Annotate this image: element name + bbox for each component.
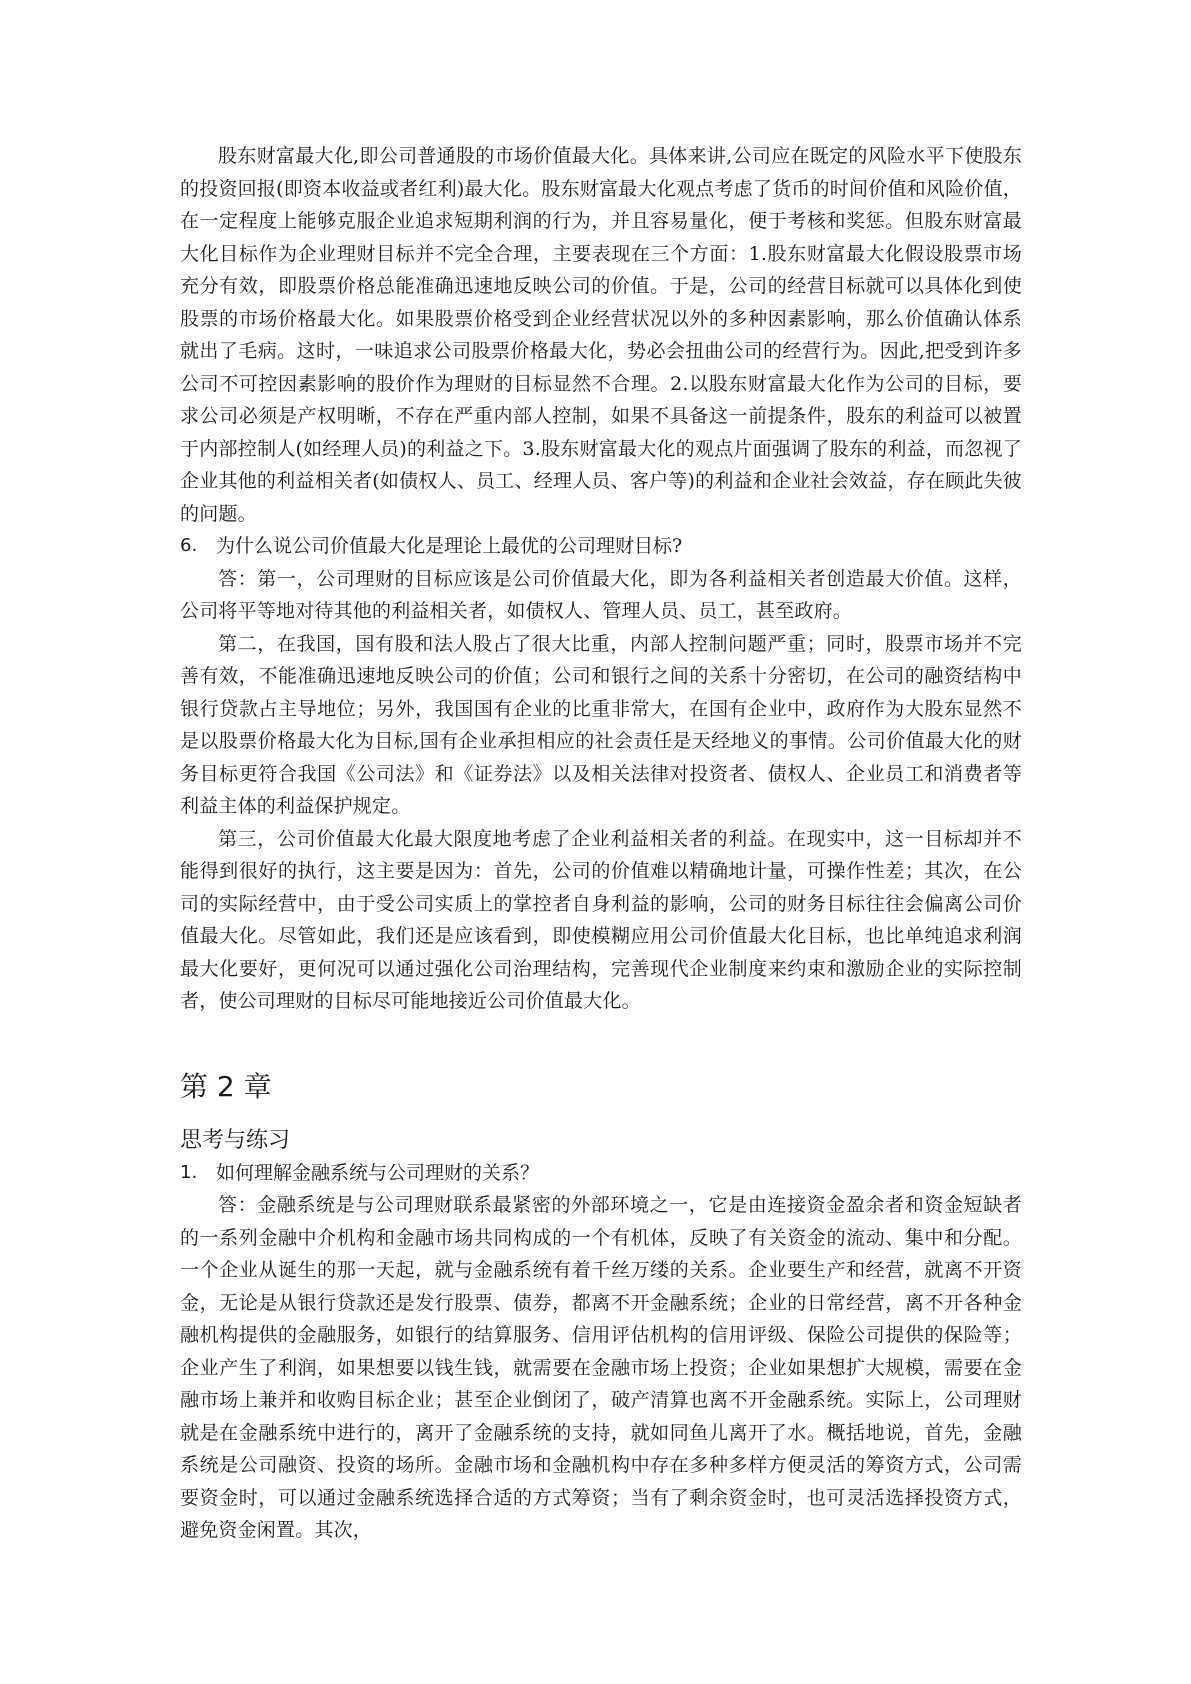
- question-item-1: [180, 1157, 1022, 1190]
- question-item-6: [180, 530, 1022, 563]
- answer-paragraph-1: 答：第一，公司理财的目标应该是公司价值最大化，即为各利益相关者创造最大价值。这样，公司将平等地对待其他的利益相关者，如债权人、管理人员、员工，甚至政府。: [180, 567, 1022, 622]
- question-text: 为什么说公司价值最大化是理论上最优的公司理财目标?: [216, 535, 683, 557]
- document-page: [180, 140, 1022, 1547]
- answer-paragraph-2: 第二，在我国，国有股和法人股占了很大比重，内部人控制问题严重；同时，股票市场并不完善有效，不能准确迅速地反映公司的价值；公司和银行之间的关系十分密切，在公司的融资结构中银行贷款占主导地位；另外，我国国有企业的比重非常大，在国有企业中，政府作为大股东显然不是以股票价格最大化为目标,国有企业承担相应的社会责任是天经地义的事情。公司价值最大化的财务目标更符合我国《公司法》和《证券法》以及相关法律对投资者、债权人、企业员工和消费者等利益主体的利益保护规定。: [180, 632, 1022, 817]
- question-number: 6.: [180, 535, 198, 556]
- question-number: 1.: [180, 1161, 198, 1183]
- question-text: 如何理解金融系统与公司理财的关系？: [216, 1161, 540, 1184]
- answer-paragraph-financial-system: 答：金融系统是与公司理财联系最紧密的外部环境之一，它是由连接资金盈余者和资金短缺者的一系列金融中介机构和金融市场共同构成的一个有机体，反映了有关资金的流动、集中和分配。一个企业从诞生的那一天起，就与金融系统有着千丝万缕的关系。企业要生产和经营，就离不开资金，无论是从银行贷款还是发行股票、债券，都离不开金融系统；企业的日常经营，离不开各种金融机构提供的金融服务，如银行的结算服务、信用评估机构的信用评级、保险公司提供的保险等；企业产生了利润，如果想要以钱生钱，就需要在金融市场上投资；企业如果想扩大规模，需要在金融市场上兼并和收购目标企业；甚至企业倒闭了，破产清算也离不开金融系统。实际上，公司理财就是在金融系统中进行的，离开了金融系统的支持，就如同鱼儿离开了水。概括地说，首先，金融系统是公司融资、投资的场所。金融市场和金融机构中存在多种多样方便灵活的筹资方式，公司需要资金时，可以通过金融系统选择合适的方式筹资；当有了剩余资金时，也可灵活选择投资方式，避免资金闲置。其次，: [180, 1194, 1022, 1541]
- paragraph-shareholder-wealth: 股东财富最大化,即公司普通股的市场价值最大化。具体来讲,公司应在既定的风险水平下使股东的投资回报(即资本收益或者红利)最大化。股东财富最大化观点考虑了货币的时间价值和风险价值，在一定程度上能够克服企业追求短期利润的行为，并且容易量化，便于考核和奖惩。但股东财富最大化目标作为企业理财目标并不完全合理，主要表现在三个方面：1.股东财富最大化假设股票市场充分有效，即股票价格总能准确迅速地反映公司的价值。于是，公司的经营目标就可以具体化到使股票的市场价格最大化。如果股票价格受到企业经营状况以外的多种因素影响，那么价值确认体系就出了毛病。这时，一味追求公司股票价格最大化，势必会扭曲公司的经营行为。因此,把受到许多公司不可控因素影响的股价作为理财的目标显然不合理。2.以股东财富最大化作为公司的目标，要求公司必须是产权明晰，不存在严重内部人控制，如果不具备这一前提条件，股东的利益可以被置于内部控制人(如经理人员)的利益之下。3.股东财富最大化的观点片面强调了股东的利益，而忽视了企业其他的利益相关者(如债权人、员工、经理人员、客户等)的利益和企业社会效益，存在顾此失彼的问题。: [180, 145, 1022, 525]
- section-heading: 思考与练习: [180, 1127, 291, 1153]
- chapter-heading: 第 2 章: [180, 1069, 272, 1103]
- answer-paragraph-3: 第三，公司价值最大化最大限度地考虑了企业利益相关者的利益。在现实中，这一目标却并不能得到很好的执行，这主要是因为：首先，公司的价值难以精确地计量，可操作性差；其次，在公司的实际经营中，由于受公司实质上的掌控者自身利益的影响，公司的财务目标往往会偏离公司价值最大化。尽管如此，我们还是应该看到，即使模糊应用公司价值最大化目标，也比单纯追求利润最大化要好，更何况可以通过强化公司治理结构，完善现代企业制度来约束和激励企业的实际控制者，使公司理财的目标尽可能地接近公司价值最大化。: [180, 827, 1022, 1012]
